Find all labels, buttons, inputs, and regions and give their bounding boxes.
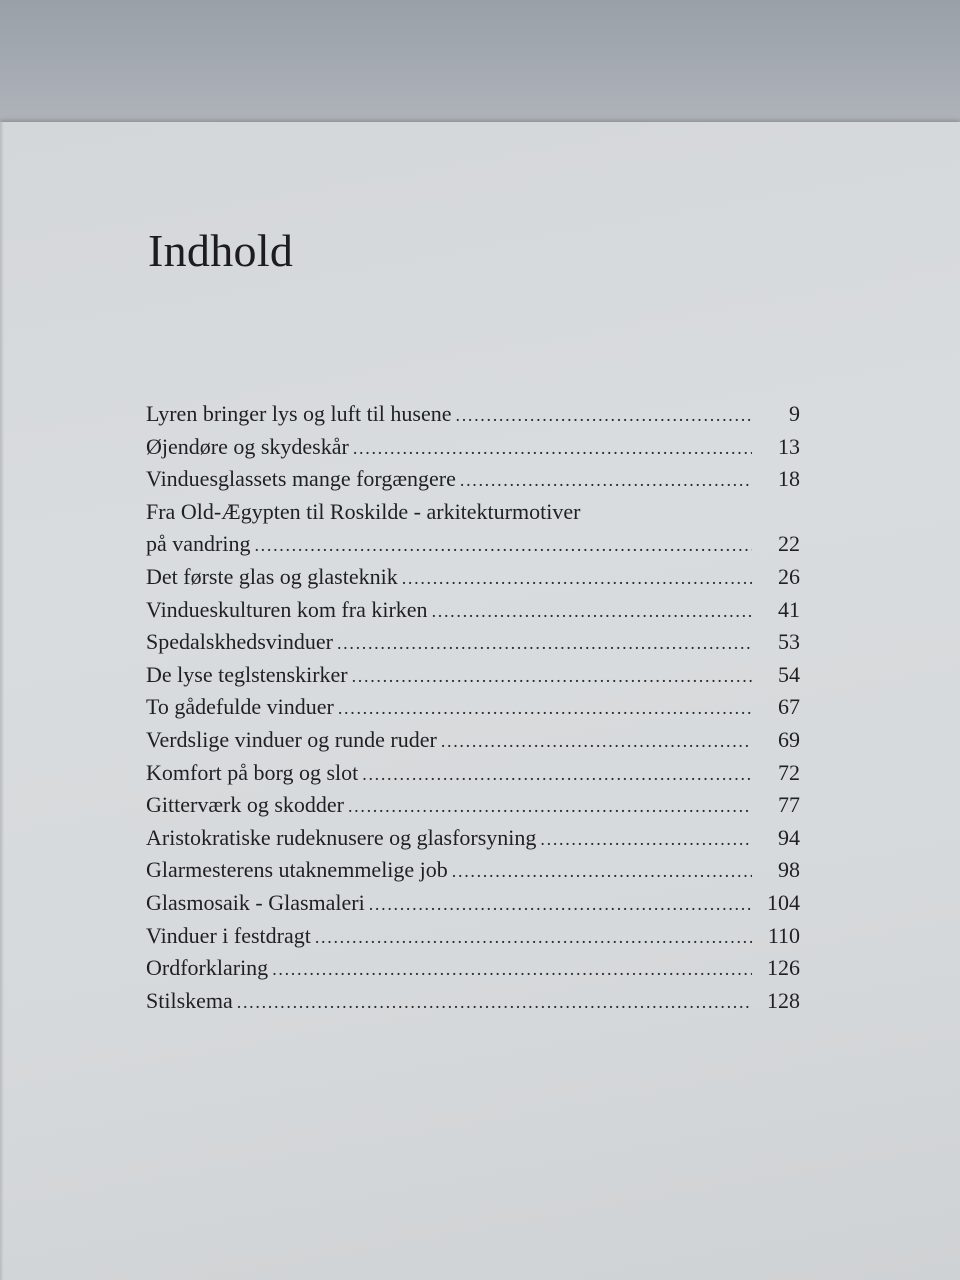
toc-entry-title: Aristokratiske rudeknusere og glasforsyning (146, 824, 537, 850)
dot-leader (441, 725, 752, 758)
toc-entry-page: 13 (778, 433, 800, 459)
toc-entry-page: 18 (778, 466, 800, 492)
toc-entry (146, 985, 800, 1018)
toc-entry-page: 72 (778, 759, 800, 785)
toc-entry-title-continued: på vandring (146, 531, 251, 557)
toc-entry-title: Stilskema (146, 987, 233, 1013)
toc-entry-page: 26 (778, 563, 800, 589)
dot-leader (402, 562, 752, 595)
toc-entry-page: 67 (778, 694, 800, 720)
toc-entry-title: Øjendøre og skydeskår (146, 433, 349, 459)
toc-entry (146, 659, 800, 692)
toc-entry-page: 22 (778, 531, 800, 557)
toc-entry (146, 626, 800, 659)
toc-entry-page: 128 (767, 987, 800, 1013)
toc-entry-page: 126 (767, 955, 800, 981)
dot-leader (272, 953, 752, 986)
page-edge (0, 122, 4, 1280)
toc-entry-page: 69 (778, 726, 800, 752)
toc-entry (146, 398, 800, 431)
dot-leader (460, 464, 752, 497)
toc-entry-title: Komfort på borg og slot (146, 759, 359, 785)
toc-entry-title: Glarmesterens utaknemmelige job (146, 857, 448, 883)
dot-leader (362, 758, 752, 791)
toc-entry-title: Lyren bringer lys og luft til husene (146, 401, 452, 426)
toc-entry (146, 887, 800, 920)
dot-leader (456, 399, 753, 432)
toc-entry (146, 920, 800, 953)
toc-entry-title: Vinduer i festdragt (146, 922, 311, 948)
toc-entry-page: 104 (767, 889, 800, 915)
toc-entry-title: Spedalskhedsvinduer (146, 629, 333, 655)
toc-entry-title: Gitterværk og skodder (146, 792, 344, 818)
toc-entry-title: Verdslige vinduer og runde ruder (146, 726, 437, 752)
toc-entry-page: 53 (778, 629, 800, 655)
dot-leader (348, 790, 752, 823)
dot-leader (338, 692, 752, 725)
toc-entry-title: Glasmosaik - Glasmaleri (146, 889, 365, 915)
toc-entry-page: 54 (778, 661, 800, 687)
table-of-contents (146, 398, 800, 1017)
toc-entry (146, 561, 800, 594)
toc-entry-title: Vinduesglassets mange forgængere (146, 466, 456, 492)
dot-leader (452, 855, 752, 888)
dot-leader (237, 986, 752, 1019)
toc-entry-title: De lyse teglstenskirker (146, 661, 348, 687)
toc-entry (146, 757, 800, 790)
toc-entry-title: Vindueskulturen kom fra kirken (146, 596, 428, 622)
toc-entry (146, 496, 800, 529)
background-surface (0, 0, 960, 140)
dot-leader (540, 823, 752, 856)
dot-leader (352, 660, 752, 693)
toc-entry (146, 952, 800, 985)
toc-entry (146, 431, 800, 464)
toc-entry-continuation (146, 528, 800, 561)
toc-entry-title: Fra Old-Ægypten til Roskilde - arkitekturmotiver (146, 498, 581, 524)
toc-entry-page: 41 (778, 596, 800, 622)
dot-leader (315, 921, 752, 954)
toc-entry-page: 77 (778, 792, 800, 818)
toc-entry-page: 9 (789, 401, 800, 426)
toc-entry-page: 110 (767, 922, 800, 948)
dot-leader (337, 627, 752, 660)
toc-entry (146, 822, 800, 855)
toc-entry-title: Det første glas og glasteknik (146, 563, 398, 589)
toc-entry (146, 691, 800, 724)
toc-entry-title: Ordforklaring (146, 955, 269, 981)
toc-entry-page: 98 (778, 857, 800, 883)
dot-leader (254, 529, 752, 562)
toc-entry (146, 594, 800, 627)
dot-leader (432, 595, 752, 628)
toc-entry (146, 724, 800, 757)
toc-entry (146, 789, 800, 822)
dot-leader (369, 888, 752, 921)
page-title: Indhold (148, 225, 294, 276)
toc-entry-title: To gådefulde vinduer (146, 694, 334, 720)
toc-entry-page: 94 (778, 824, 800, 850)
toc-entry (146, 463, 800, 496)
toc-entry (146, 854, 800, 887)
dot-leader (353, 432, 752, 465)
